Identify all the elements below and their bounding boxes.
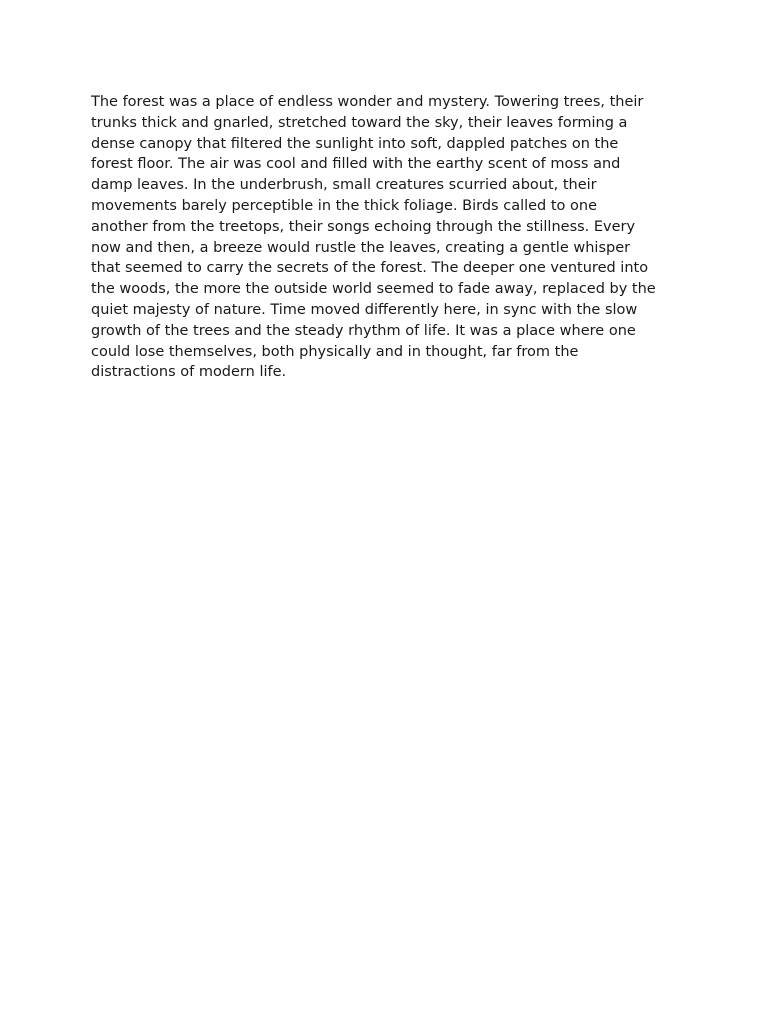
paragraph-line: The forest was a place of endless wonder and mystery. Towering trees, their — [91, 94, 644, 110]
paragraph-line: the woods, the more the outside world seemed to fade away, replaced by the — [91, 281, 656, 298]
paragraph-line: movements barely perceptible in the thick foliage. Birds called to one — [91, 197, 598, 214]
paragraph-line: another from the treetops, their songs echoing through the stillness. Every — [91, 218, 636, 235]
paragraph-line: trunks thick and gnarled, stretched toward the sky, their leaves forming a — [91, 114, 628, 131]
body-paragraph — [91, 92, 691, 383]
paragraph-line: growth of the trees and the steady rhythm of life. It was a place where one — [91, 322, 636, 339]
paragraph-line: that seemed to carry the secrets of the forest. The deeper one ventured into — [91, 260, 649, 277]
paragraph-line: quiet majesty of nature. Time moved differently here, in sync with the slow — [91, 301, 638, 318]
paragraph-line: distractions of modern life. — [91, 364, 287, 381]
paragraph-line: forest floor. The air was cool and filled with the earthy scent of moss and — [91, 156, 621, 173]
paragraph-line: could lose themselves, both physically and in thought, far from the — [91, 343, 579, 360]
paragraph-line: damp leaves. In the underbrush, small creatures scurried about, their — [91, 177, 597, 194]
paragraph-line: now and then, a breeze would rustle the leaves, creating a gentle whisper — [91, 239, 631, 256]
paragraph-line: dense canopy that filtered the sunlight into soft, dappled patches on the — [91, 135, 619, 152]
